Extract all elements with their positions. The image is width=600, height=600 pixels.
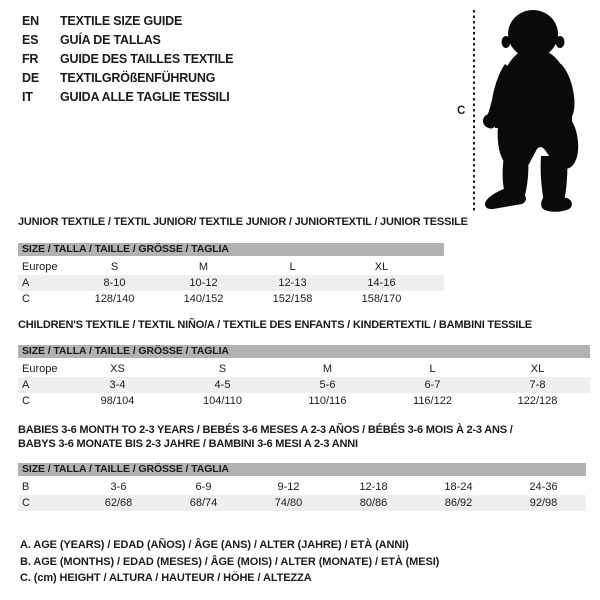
guide-title-text: GUIDA ALLE TAGLIE TESSILI <box>60 90 230 104</box>
junior-size-table <box>18 216 468 307</box>
table-cell: 152/158 <box>272 292 313 305</box>
table-cell: 3-4 <box>109 378 126 391</box>
language-code: DE <box>22 71 39 85</box>
table-row <box>18 259 444 275</box>
table-title <box>18 424 586 451</box>
language-code: IT <box>22 90 33 104</box>
table-cell: L <box>289 260 296 273</box>
table-cell: 5-6 <box>319 378 336 391</box>
language-row <box>22 31 233 50</box>
table-cell: XL <box>530 362 545 375</box>
guide-title-text: GUÍA DE TALLAS <box>60 33 161 47</box>
height-measure-label: C <box>457 105 466 117</box>
row-label: C <box>22 292 30 305</box>
table-cell: 10-12 <box>189 276 218 289</box>
table-cell: 104/110 <box>203 394 242 407</box>
toddler-silhouette-image <box>479 6 597 212</box>
row-label: A <box>22 378 30 391</box>
language-code: FR <box>22 52 39 66</box>
table-row <box>18 377 590 393</box>
table-cell: 6-7 <box>424 378 441 391</box>
table-title-line: BABIES 3-6 MONTH TO 2-3 YEARS / BEBÉS 3-6 MESES A 2-3 AÑOS / BÉBÉS 3-6 MOIS À 2-3 ANS / <box>18 424 513 436</box>
table-row <box>18 361 590 377</box>
legend <box>20 537 439 587</box>
height-measure-dotted-line <box>473 10 475 213</box>
guide-title-text: TEXTILE SIZE GUIDE <box>60 14 183 28</box>
legend-line-a: A. AGE (YEARS) / EDAD (AÑOS) / ÂGE (ANS) / ALTER (JAHRE) / ETÀ (ANNI) <box>20 539 409 551</box>
language-row <box>22 69 233 88</box>
row-label: B <box>22 481 30 493</box>
table-cell: 18-24 <box>444 481 473 493</box>
table-cell: 116/122 <box>413 394 452 407</box>
table-cell: M <box>198 260 209 273</box>
table-row <box>18 291 444 307</box>
table-rows <box>18 479 586 511</box>
table-cell: M <box>322 362 333 375</box>
table-cell: 80/86 <box>359 497 388 509</box>
table-row <box>18 479 586 495</box>
row-label: Europe <box>22 362 58 375</box>
table-rows <box>18 259 444 307</box>
row-label: C <box>22 497 30 509</box>
table-title <box>18 216 468 230</box>
table-cell: L <box>429 362 436 375</box>
table-cell: 24-36 <box>529 481 558 493</box>
language-row <box>22 88 233 107</box>
language-row <box>22 12 233 31</box>
row-label: Europe <box>22 260 58 273</box>
babies-size-table <box>18 424 586 511</box>
guide-title-text: TEXTILGRÖßENFÜHRUNG <box>60 71 216 85</box>
table-row <box>18 275 444 291</box>
language-title-list <box>22 12 233 107</box>
language-row <box>22 50 233 69</box>
table-title-line: JUNIOR TEXTILE / TEXTIL JUNIOR/ TEXTILE JUNIOR / JUNIORTEXTIL / JUNIOR TESSILE <box>18 216 468 228</box>
table-cell: 74/80 <box>274 497 303 509</box>
size-header-bar: SIZE / TALLA / TAILLE / GRÖSSE / TAGLIA <box>18 345 590 358</box>
table-cell: 8-10 <box>103 276 126 289</box>
row-label: C <box>22 394 30 407</box>
table-cell: 12-13 <box>278 276 307 289</box>
table-cell: 68/74 <box>189 497 218 509</box>
legend-line-c: C. (cm) HEIGHT / ALTURA / HAUTEUR / HÖHE / ALTEZZA <box>20 572 312 584</box>
table-cell: 86/92 <box>444 497 473 509</box>
table-cell: 6-9 <box>195 481 212 493</box>
table-rows <box>18 361 590 409</box>
table-title <box>18 319 590 333</box>
table-cell: 4-5 <box>214 378 231 391</box>
table-cell: 128/140 <box>94 292 135 305</box>
table-cell: 92/98 <box>529 497 558 509</box>
table-title-line: CHILDREN'S TEXTILE / TEXTIL NIÑO/A / TEXTILE DES ENFANTS / KINDERTEXTIL / BAMBINI TESSILE <box>18 319 532 331</box>
guide-title-text: GUIDE DES TAILLES TEXTILE <box>60 52 234 66</box>
size-header-bar: SIZE / TALLA / TAILLE / GRÖSSE / TAGLIA <box>18 463 586 476</box>
table-cell: 3-6 <box>110 481 127 493</box>
table-cell: 9-12 <box>277 481 300 493</box>
language-code: EN <box>22 14 39 28</box>
table-cell: 158/170 <box>361 292 402 305</box>
table-cell: XS <box>110 362 125 375</box>
table-cell: 62/68 <box>104 497 133 509</box>
language-code: ES <box>22 33 39 47</box>
table-cell: 7-8 <box>529 378 546 391</box>
table-title-line: BABYS 3-6 MONATE BIS 2-3 JAHRE / BAMBINI 3-6 MESI A 2-3 ANNI <box>18 437 358 450</box>
table-cell: S <box>218 362 227 375</box>
table-cell: 110/116 <box>308 394 347 407</box>
table-cell: 12-18 <box>359 481 388 493</box>
table-cell: 122/128 <box>517 394 558 407</box>
legend-line-b: B. AGE (MONTHS) / EDAD (MESES) / ÂGE (MOIS) / ALTER (MONATE) / ETÀ (MESI) <box>20 555 440 568</box>
table-row <box>18 393 590 409</box>
children-size-table <box>18 319 590 409</box>
table-cell: 98/104 <box>100 394 135 407</box>
table-cell: XL <box>374 260 389 273</box>
table-cell: S <box>110 260 119 273</box>
row-label: A <box>22 276 30 289</box>
table-cell: 140/152 <box>183 292 224 305</box>
size-header-bar: SIZE / TALLA / TAILLE / GRÖSSE / TAGLIA <box>18 243 444 256</box>
table-row <box>18 495 586 511</box>
table-cell: 14-16 <box>367 276 396 289</box>
